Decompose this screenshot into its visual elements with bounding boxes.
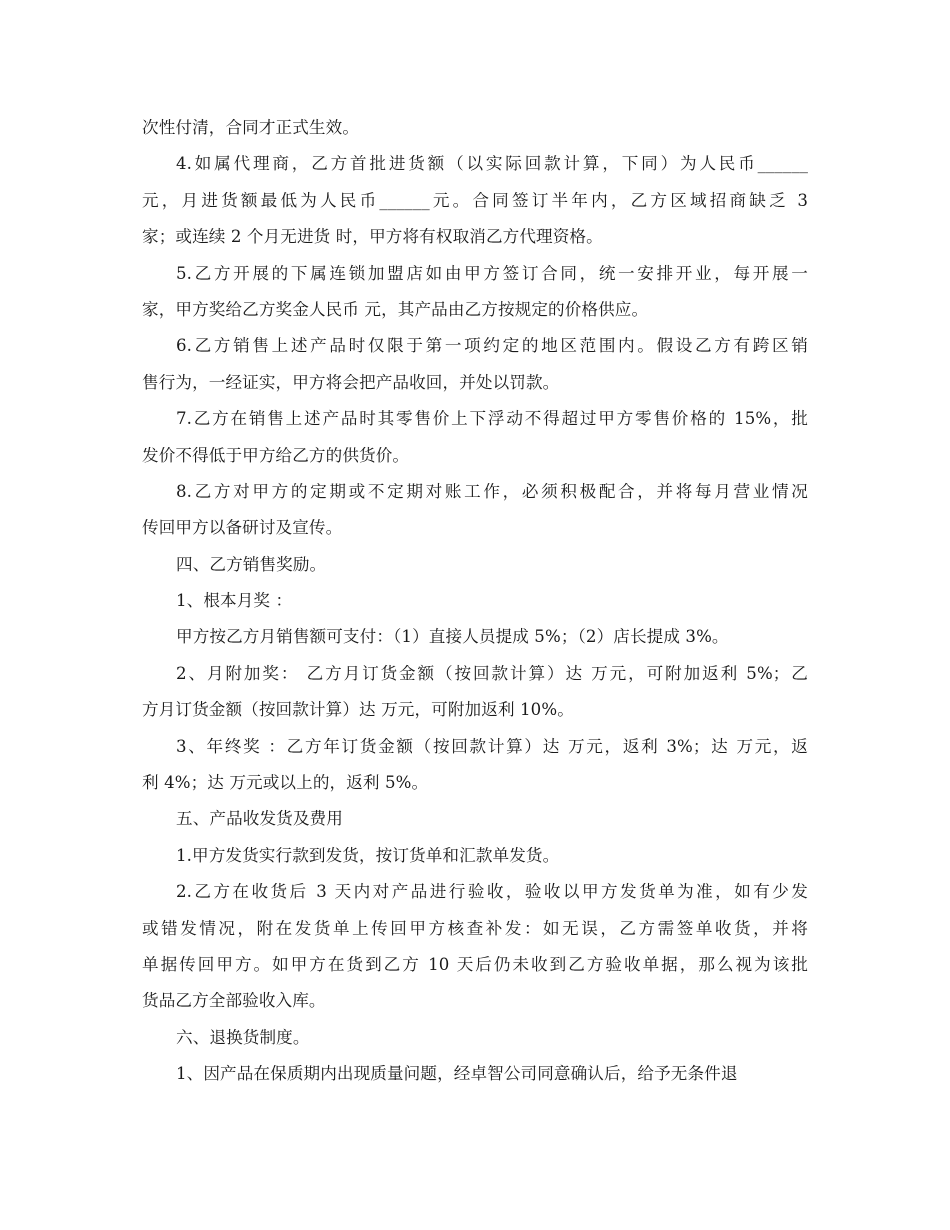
text-line: 8.乙方对甲方的定期或不定期对账工作，必须积极配合，并将每月营业情况: [176, 481, 808, 501]
paragraph: [142, 801, 808, 837]
paragraph: [142, 547, 808, 583]
text-line: 利 4%；达 万元或以上的，返利 5%。: [142, 773, 429, 793]
text-line: 货品乙方全部验收入库。: [142, 991, 326, 1011]
paragraph: [142, 110, 808, 146]
text-line: 5.乙方开展的下属连锁加盟店如由甲方签订合同，统一安排开业，每开展一: [176, 263, 808, 283]
text-line: 六、退换货制度。: [176, 1027, 310, 1047]
text-line: 五、产品收发货及费用: [176, 809, 343, 829]
text-line: 次性付清，合同才正式生效。: [142, 118, 360, 137]
text-line: 7.乙方在销售上述产品时其零售价上下浮动不得超过甲方零售价格的 15%，批: [176, 409, 808, 429]
paragraph: [142, 1020, 808, 1056]
text-line: 方月订货金额（按回款计算）达 万元，可附加返利 10%。: [142, 700, 574, 720]
paragraph: [142, 401, 808, 474]
text-line: 家，甲方奖给乙方奖金人民币 元，其产品由乙方按规定的价格供应。: [142, 299, 649, 319]
text-line: 1、根本月奖 ：: [176, 591, 293, 611]
paragraph: [142, 583, 808, 619]
paragraph: [142, 656, 808, 729]
text-line: 售行为，一经证实，甲方将会把产品收回，并处以罚款。: [142, 372, 560, 392]
text-line: 或错发情况，附在发货单上传回甲方核查补发：如无误，乙方需签单收货，并将: [142, 918, 808, 938]
paragraph: [142, 1056, 808, 1092]
paragraph: [142, 838, 808, 874]
text-line: 2、月附加奖： 乙方月订货金额（按回款计算）达 万元，可附加返利 5%；乙: [176, 663, 808, 683]
text-line: 四、乙方销售奖励。: [176, 554, 327, 574]
paragraph: [142, 874, 808, 1020]
text-line: 1、因产品在保质期内出现质量问题，经卓智公司同意确认后，给予无条件退: [176, 1064, 738, 1084]
text-line: 3、年终奖 ：乙方年订货金额（按回款计算）达 万元，返利 3%；达 万元，返: [176, 736, 808, 756]
text-line: 发价不得低于甲方给乙方的供货价。: [142, 445, 410, 465]
text-line: 1.甲方发货实行款到发货，按订货单和汇款单发货。: [176, 845, 560, 865]
text-line: 家；或连续 2 个月无进货 时，甲方将有权取消乙方代理资格。: [142, 227, 603, 247]
paragraph: [142, 256, 808, 329]
document-body: [142, 110, 808, 1093]
text-line: 甲方按乙方月销售额可支付：（1）直接人员提成 5%；（2）店长提成 3%。: [176, 627, 729, 647]
text-line: 2.乙方在收货后 3 天内对产品进行验收，验收以甲方发货单为准，如有少发: [176, 882, 808, 902]
text-line: 元，月进货额最低为人民币______元。合同签订半年内，乙方区域招商缺乏 3: [142, 190, 808, 210]
text-line: 4.如属代理商，乙方首批进货额（以实际回款计算，下同）为人民币______: [176, 154, 808, 174]
paragraph: [142, 474, 808, 547]
paragraph: [142, 619, 808, 655]
text-line: 传回甲方以备研讨及宣传。: [142, 518, 343, 538]
paragraph: [142, 146, 808, 255]
text-line: 单据传回甲方。如甲方在货到乙方 10 天后仍未收到乙方验收单据，那么视为该批: [142, 954, 808, 974]
text-line: 6.乙方销售上述产品时仅限于第一项约定的地区范围内。假设乙方有跨区销: [176, 336, 808, 356]
paragraph: [142, 328, 808, 401]
paragraph: [142, 729, 808, 802]
